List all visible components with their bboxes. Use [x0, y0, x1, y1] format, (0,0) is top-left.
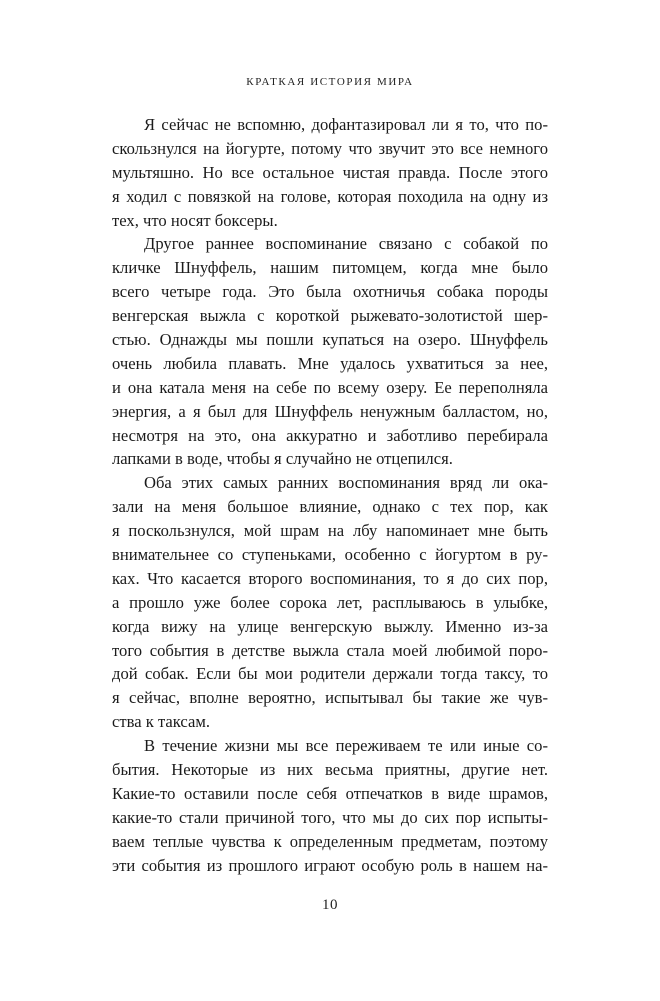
text-line: какие-то стали причиной того, что мы до сих пор испыты- [112, 807, 548, 827]
text-line: В течение жизни мы все переживаем те или иные со- [144, 736, 548, 756]
page-number: 10 [322, 897, 338, 913]
text-line: лапками в воде, чтобы я случайно не отцепился. [112, 449, 453, 469]
text-line: Оба этих самых ранних воспоминания вряд ли ока- [144, 473, 548, 493]
text-line: ваем теплые чувства к определенным предметам, поэтому [112, 831, 548, 851]
paragraph-2 [112, 232, 548, 471]
text-line: когда вижу на улице венгерскую выжлу. Именно из-за [112, 616, 548, 636]
text-line: бытия. Некоторые из них весьма приятны, другие нет. [112, 760, 548, 780]
text-line: несмотря на это, она аккуратно и заботливо перебирала [112, 425, 548, 445]
text-line: Какие-то оставили после себя отпечатков в виде шрамов, [112, 783, 548, 803]
text-block [112, 113, 548, 878]
text-line: того события в детстве выжла стала моей любимой поро- [112, 640, 548, 660]
text-line: зали на меня большое влияние, однако с тех пор, как [112, 497, 548, 517]
paragraph-1 [112, 113, 548, 232]
text-line: скользнулся на йогурте, потому что звучит это все немного [112, 138, 548, 158]
text-line: кличке Шнуффель, нашим питомцем, когда мне было [112, 258, 548, 278]
text-line: а прошло уже более сорока лет, расплываюсь в улыбке, [112, 592, 548, 612]
text-line: очень любила плавать. Мне удалось ухватиться за нее, [112, 353, 548, 373]
text-line: стью. Однажды мы пошли купаться на озеро. Шнуффель [112, 330, 548, 350]
text-line: я ходил с повязкой на голове, которая походила на одну из [112, 186, 548, 206]
text-line: энергия, а я был для Шнуффель ненужным балластом, но, [112, 401, 548, 421]
text-line: тех, что носят боксеры. [112, 210, 278, 230]
text-line: венгерская выжла с короткой рыжевато-золотистой шер- [112, 306, 548, 326]
paragraph-4 [112, 734, 548, 877]
text-line: мультяшно. Но все остальное чистая правда. После этого [112, 162, 548, 182]
text-line: ках. Что касается второго воспоминания, то я до сих пор, [112, 568, 548, 588]
text-line: всего четыре года. Это была охотничья собака породы [112, 282, 548, 302]
text-line: Я сейчас не вспомню, дофантазировал ли я то, что по- [144, 115, 548, 134]
paragraph-3 [112, 471, 548, 734]
text-line: я поскользнулся, мой шрам на лбу напоминает мне быть [112, 521, 548, 541]
text-line: и она катала меня на себе по всему озеру. Ее переполняла [112, 377, 548, 397]
text-line: эти события из прошлого играют особую роль в нашем на- [112, 855, 548, 875]
text-line: я сейчас, вполне вероятно, испытывал бы такие же чув- [112, 688, 548, 708]
text-line: ства к таксам. [112, 712, 211, 732]
text-line: Другое раннее воспоминание связано с собакой по [144, 234, 548, 254]
text-line: внимательнее со ступеньками, особенно с йогуртом в ру- [112, 545, 548, 565]
running-title: КРАТКАЯ ИСТОРИЯ МИРА [246, 76, 414, 88]
text-line: дой собак. Если бы мои родители держали тогда таксу, то [112, 664, 548, 684]
